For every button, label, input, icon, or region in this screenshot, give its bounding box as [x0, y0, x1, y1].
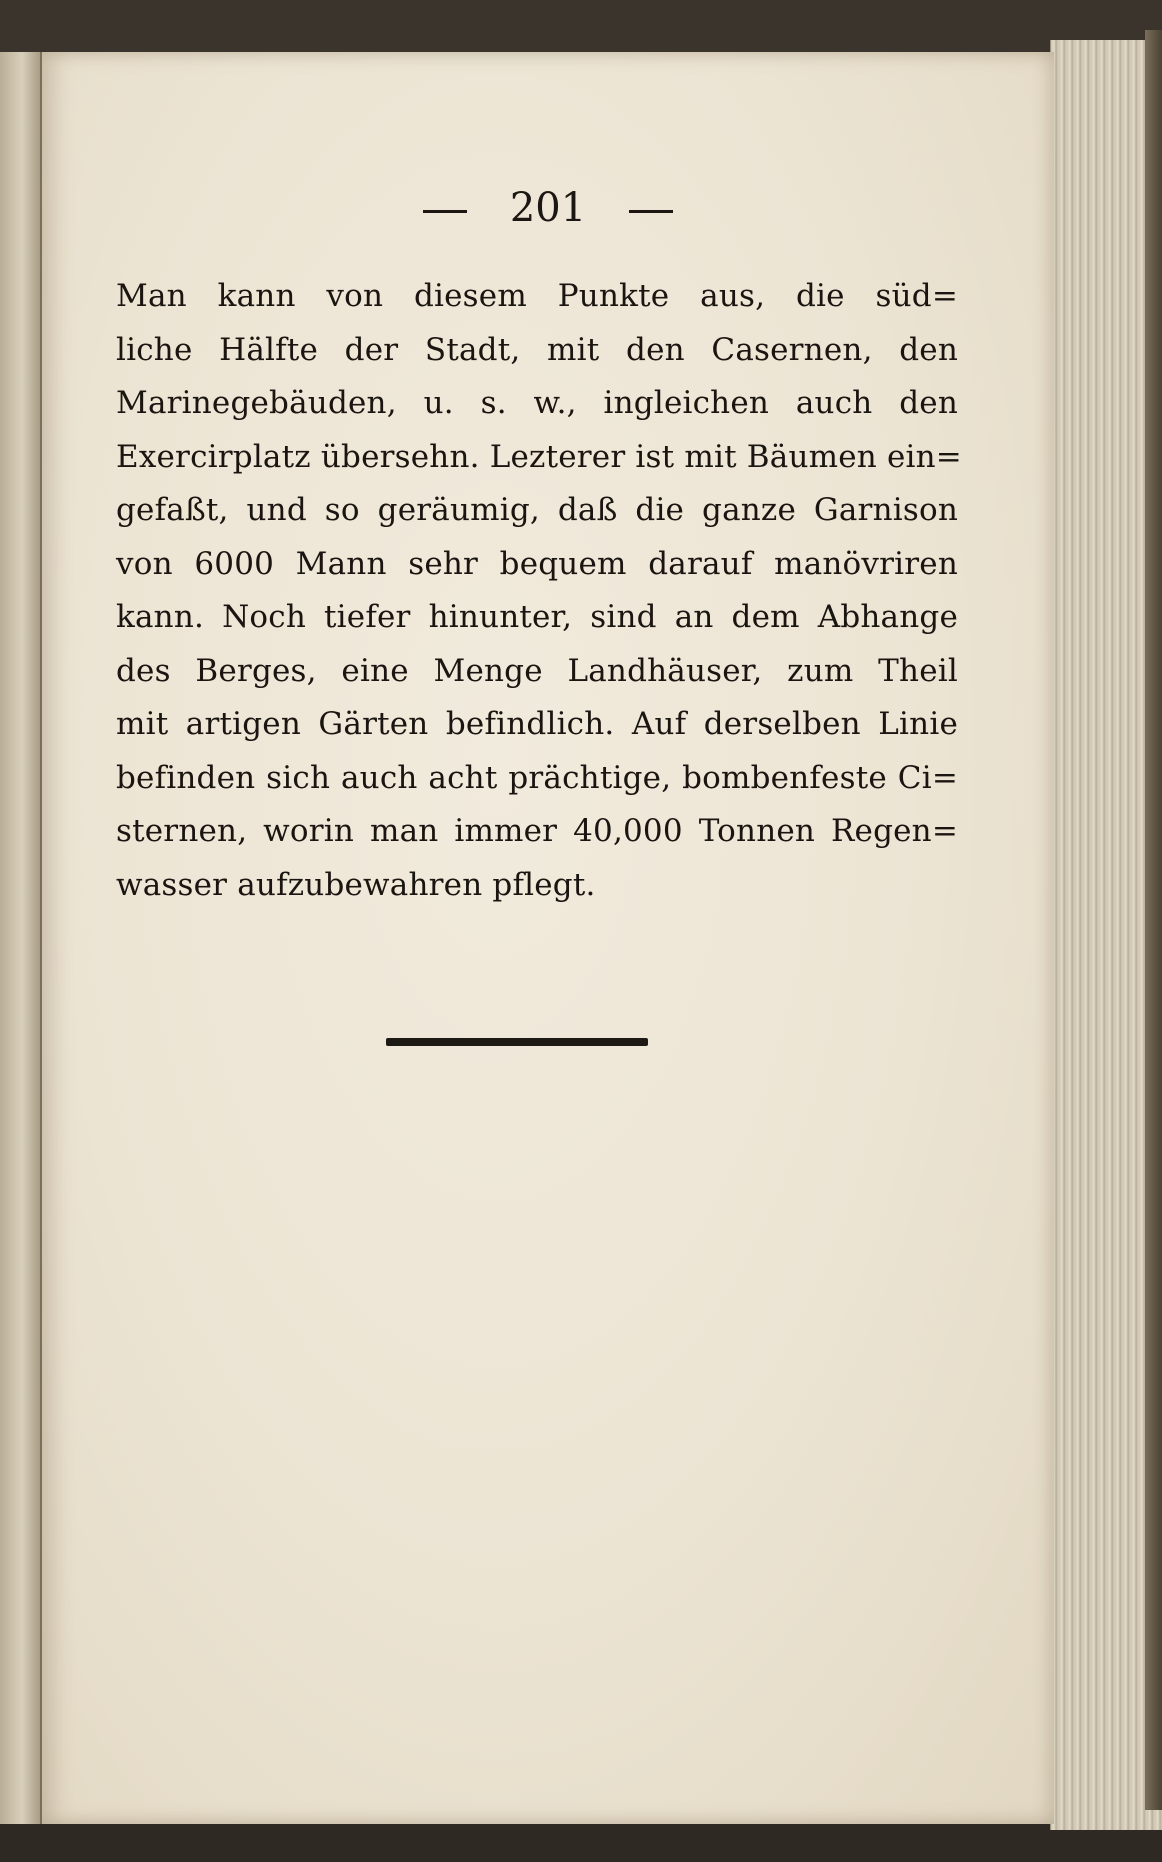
- text-line: Marinegebäuden, u. s. w., ingleichen auch den: [116, 385, 958, 421]
- text-line: gefaßt, und so geräumig, daß die ganze Garnison: [116, 492, 958, 528]
- text-line: liche Hälfte der Stadt, mit den Casernen, den: [116, 331, 958, 368]
- header-dash-right: [629, 210, 673, 213]
- header-dash-left: [423, 210, 467, 213]
- book-page: [42, 52, 1054, 1824]
- text-line: kann. Noch tiefer hinunter, sind an dem Abhange: [116, 599, 958, 635]
- text-line: Exercirplatz übersehn. Lezterer ist mit Bäumen ein=: [116, 438, 962, 475]
- end-rule: [386, 1038, 648, 1046]
- body-text: [116, 270, 962, 912]
- text-line: sternen, worin man immer 40,000 Tonnen Regen=: [116, 813, 958, 849]
- text-line: mit artigen Gärten befindlich. Auf derselben Linie: [116, 706, 958, 742]
- page-number: 201: [509, 185, 587, 231]
- text-line: von 6000 Mann sehr bequem darauf manövriren: [116, 545, 958, 582]
- text-line: des Berges, eine Menge Landhäuser, zum Theil: [116, 652, 958, 689]
- book-cover-edge: [1145, 30, 1162, 1810]
- left-page-edge: [0, 52, 42, 1824]
- text-line: befinden sich auch acht prächtige, bombenfeste Ci=: [116, 759, 958, 796]
- text-line: wasser aufzubewahren pflegt.: [116, 866, 596, 903]
- page-header: [42, 185, 1054, 245]
- text-line: Man kann von diesem Punkte aus, die süd=: [116, 278, 958, 314]
